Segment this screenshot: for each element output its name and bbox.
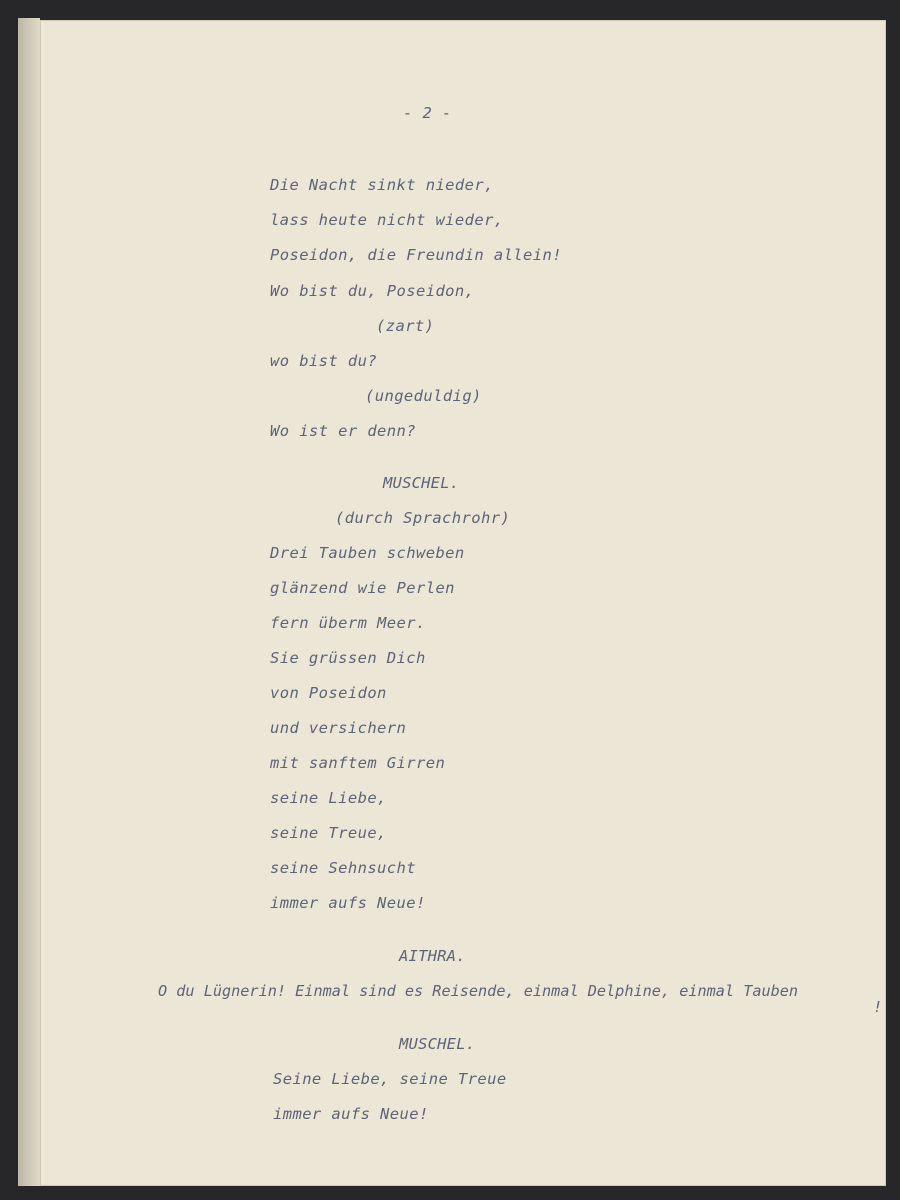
prose-line-end: ! [873,998,883,1016]
verse-line: immer aufs Neue! [273,1105,429,1123]
verse-line: Sie grüssen Dich [270,649,426,667]
verse-line: und versichern [270,719,407,737]
stage-direction: (ungeduldig) [365,387,482,405]
verse-line: wo bist du? [270,352,378,370]
speaker-name: MUSCHEL. [399,1035,476,1053]
verse-line: fern überm Meer. [270,614,426,632]
verse-line: Drei Tauben schweben [270,544,465,562]
verse-line: seine Liebe, [270,789,387,807]
verse-line: Die Nacht sinkt nieder, [270,176,494,194]
verse-line: Wo ist er denn? [270,422,416,440]
verse-line: lass heute nicht wieder, [270,211,504,229]
speaker-name: AITHRA. [399,947,466,965]
page-binding-edge [18,18,40,1186]
verse-line: seine Sehnsucht [270,859,416,877]
page-number: - 2 - [403,104,452,122]
verse-line: Seine Liebe, seine Treue [273,1070,507,1088]
verse-line: Poseidon, die Freundin allein! [270,246,562,264]
speaker-name: MUSCHEL. [383,474,460,492]
verse-line: Wo bist du, Poseidon, [270,282,475,300]
typewritten-page [40,20,886,1186]
prose-line: O du Lügnerin! Einmal sind es Reisende, einmal Delphine, einmal Tauben [158,982,799,1000]
stage-direction: (zart) [376,317,435,335]
verse-line: seine Treue, [270,824,387,842]
stage-direction: (durch Sprachrohr) [335,509,511,527]
verse-line: mit sanftem Girren [270,754,446,772]
verse-line: immer aufs Neue! [270,894,426,912]
verse-line: von Poseidon [270,684,387,702]
verse-line: glänzend wie Perlen [270,579,455,597]
